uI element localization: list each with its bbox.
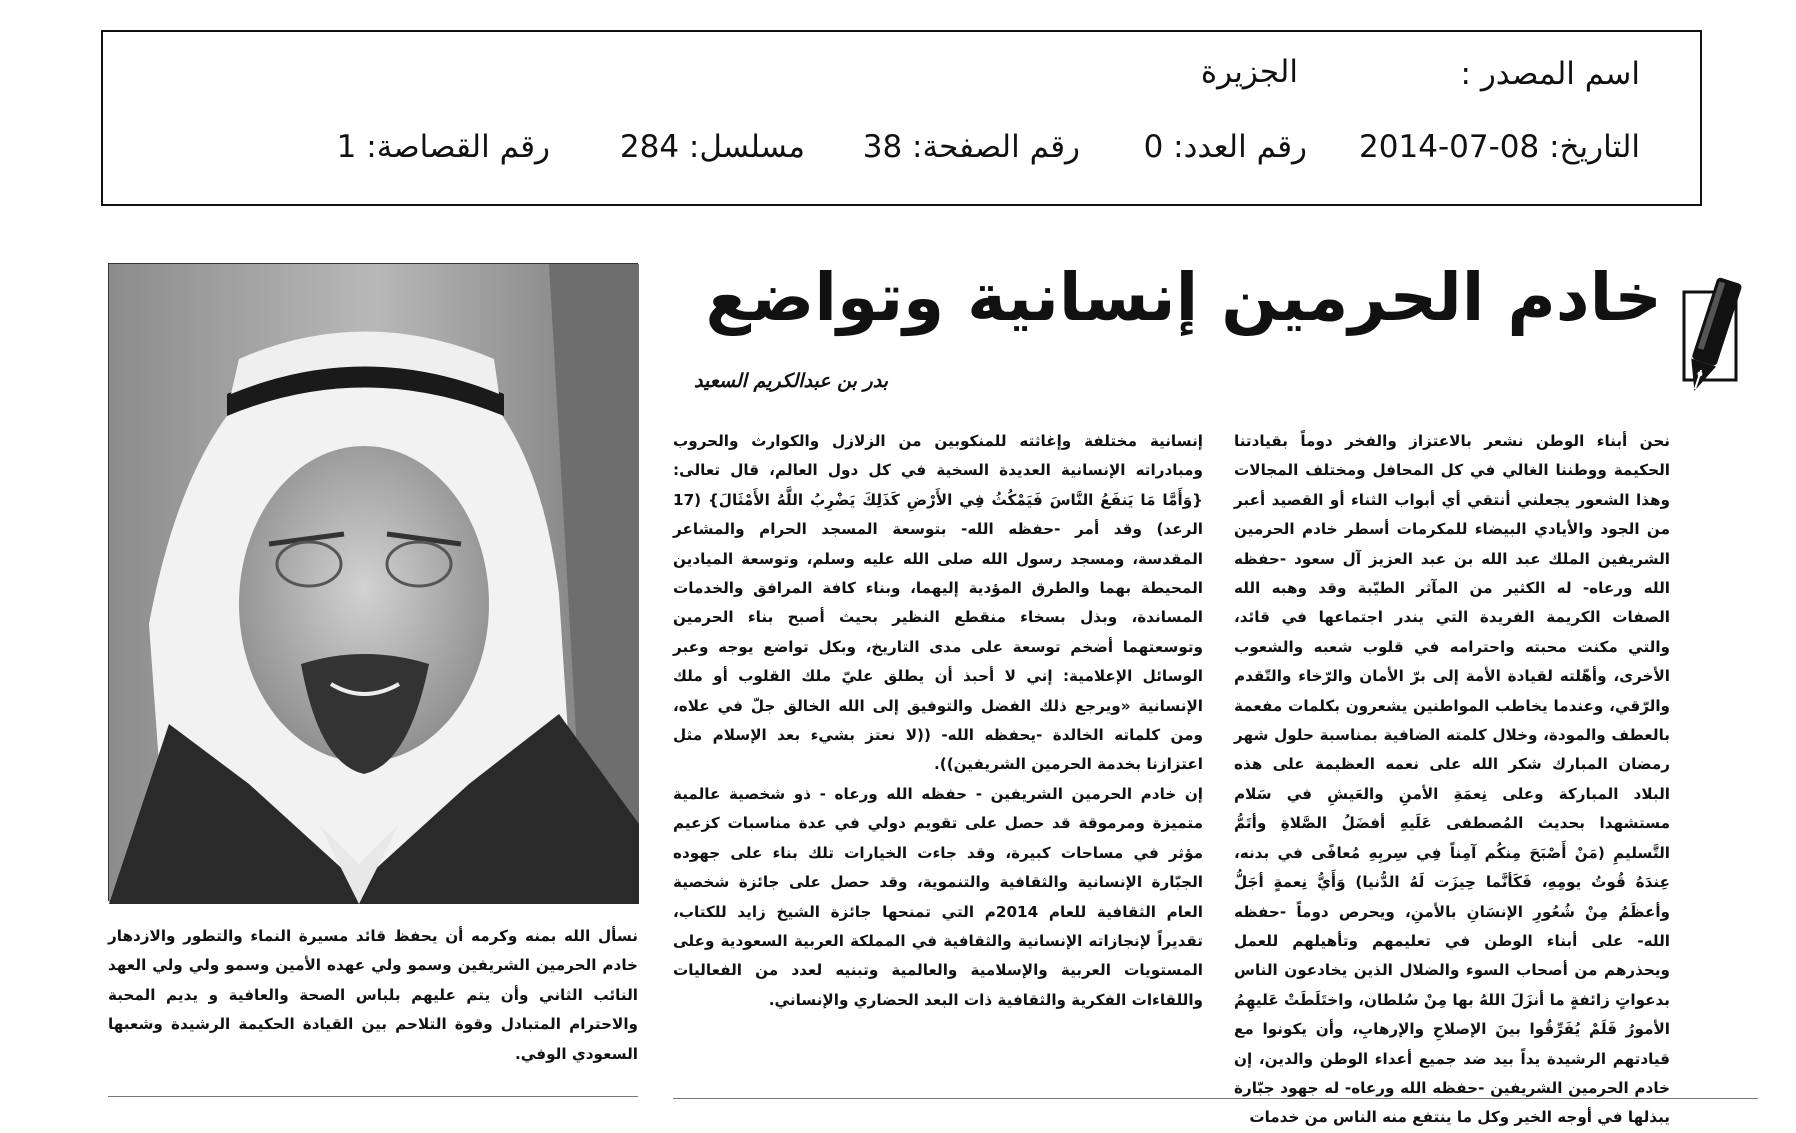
page-number: رقم الصفحة: 38 xyxy=(862,129,1080,165)
clipping-metadata-box xyxy=(101,30,1702,206)
article-column-left xyxy=(108,922,638,1082)
article-title: خادم الحرمين إنسانية وتواضع xyxy=(705,259,1662,336)
paragraph: نسأل الله بمنه وكرمه أن يحفظ قائد مسيرة النماء والتطور والازدهار خادم الحرمين الشريفين وسمو ولي عهده الأمين وسمو ولي ولي العهد النائب الثاني وأن يتم عليهم بلباس الصحة والعافية و يديم المحبة والاحترام المتبادل وقوة التلاحم بين القيادة الحكيمة الرشيدة وشعبها السعودي الوفي. xyxy=(108,927,638,1063)
date-field: التاريخ: 08-07-2014 xyxy=(1359,129,1640,165)
pen-in-box-icon xyxy=(1672,272,1754,408)
source-value: الجزيرة xyxy=(1200,54,1298,90)
article-author: بدر بن عبدالكريم السعيد xyxy=(694,370,888,392)
serial-number: مسلسل: 284 xyxy=(619,129,805,165)
article-column-right xyxy=(1234,427,1670,1127)
paragraph: إن خادم الحرمين الشريفين - حفظه الله ورعاه - ذو شخصية عالمية متميزة ومرموقة قد حصل على تقويم دولي في عدة مناسبات كزعيم مؤثر في مساحات كبيرة، وقد جاءت الخيارات تلك بناء على جهوده الجبّارة الإنسانية والثقافية والتنموية، وقد حصل على جائزة شخصية العام الثقافية للعام 2014م التي تمنحها جائزة الشيخ زايد للكتاب، تقديراً لإنجازاته الإنسانية والثقافية في المملكة العربية السعودية وعلى المستويات العربية والإسلامية والعالمية وتبنيه لعدد من الفعاليات واللقاءات الفكرية والثقافية ذات البعد الحضاري والإنساني. xyxy=(673,784,1203,1009)
bottom-divider-left xyxy=(108,1096,638,1097)
paragraph: نحن أبناء الوطن نشعر بالاعتزاز والفخر دوماً بقيادتنا الحكيمة ووطننا الغالي في كل المحافل ومختلف المجالات وهذا الشعور يجعلني أنتقي أي أبواب الثناء أو القصيد أعبر من الجود والأيادي البيضاء للمكرمات أسطر خادم الحرمين الشريفين الملك عبد الله بن عبد العزيز آل سعود -حفظه الله ورعاه- له الكثير من المآثر الطيّبة وقد وهبه الله الصفات الكريمة الفريدة التي يندر اجتماعها في قائد، والتي مكنت محبته واحترامه في قلوب شعبه والشعوب الأخرى، وأهّلته لقيادة الأمة إلى برّ الأمان والرّخاء والتّقدم والرّقي، وعندما يخاطب المواطنين يشعرون بكلمات مفعمة بالعطف والمودة، وخلال كلمته الضافية بمناسبة حلول شهر رمضان المبارك شكر الله على نعمه العظيمة على هذه البلاد المباركة وعلى نِعمَةِ الأمنِ والعَيشِ في سَلام مستشهدا بحديث المُصطفى عَلَيهِ أفضَلُ الصَّلاةِ وأتَمُّ التَّسليمِ (مَنْ أَصْبَحَ مِنكُم آمِناً فِي سِربِهِ مُعافًى في بدنه، عِندَهُ قُوتُ يومِهِ، فَكَأنَّما حِيزَت لَهُ الدُّنيا) وَأَيُّ نِعمةٍ أجَلُّ وأعظَمُ مِنْ شُعُورِ الإنسَانِ بالأمنِ، ويحرص دوماً -حفظه الله- على أبناء الوطن في تعليمهم وتأهيلهم للعمل ويحذرهم من أصحاب السوء والضلال الذين يخادعون الناس بدعواتٍ زائفةٍ ما أنزَلَ اللهُ بها مِنْ سُلطان، واختَلَطَتْ عَليهِمُ الأمورُ فَلَمْ يُفَرِّقُوا بينَ الإصلاحِ والإرهابِ، وأن يكونوا مع قيادتهم الرشيدة يداً بيد ضد جميع أعداء الوطن والدين، إن خادم الحرمين الشريفين -حفظه الله ورعاه- له جهود جبّارة يبذلها في أوجه الخير وكل ما ينتفع منه الناس من خدمات xyxy=(1234,432,1670,1127)
clip-number: رقم القصاصة: 1 xyxy=(336,129,550,165)
issue-number: رقم العدد: 0 xyxy=(1143,129,1307,165)
bottom-divider xyxy=(673,1098,1758,1099)
source-label: اسم المصدر : xyxy=(1460,56,1640,92)
portrait-photo xyxy=(108,263,638,901)
paragraph: إنسانية مختلفة وإغاثته للمنكوبين من الزلازل والكوارث والحروب ومبادراته الإنسانية العديدة السخية في كل دول العالم، قال تعالى: {وَأَمَّا مَا يَنفَعُ النَّاسَ فَيَمْكُثُ فِي الأَرْضِ كَذَلِكَ يَضْرِبُ اللَّهُ الأَمْثَالَ} (17 الرعد) وقد أمر -حفظه الله- بتوسعة المسجد الحرام والمشاعر المقدسة، ومسجد رسول الله صلى الله عليه وسلم، وتوسعة الميادين المحيطة بهما والطرق المؤدية إليهما، وبناء كافة المرافق والخدمات المساندة، وبذل بسخاء منقطع النظير بحيث أصبح بناء الحرمين وتوسعتهما أضخم توسعة على مدى التاريخ، وبكل تواضع يوجه وعبر الوسائل الإعلامية: إني لا أحبذ أن يطلق عليّ ملك القلوب أو ملك الإنسانية «ويرجع ذلك الفضل والتوفيق إلى الله الخالق جلّ في علاه، ومن كلماته الخالدة -يحفظه الله- ((لا نعتز بشيء بعد الإسلام مثل اعتزازنا بخدمة الحرمين الشريفين)). xyxy=(673,432,1203,774)
article-column-middle xyxy=(673,427,1203,1075)
